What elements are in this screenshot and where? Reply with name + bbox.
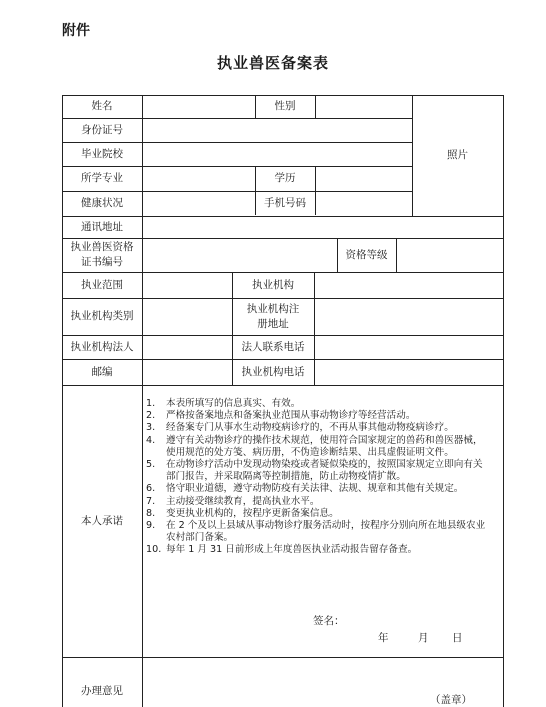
seal-label: （盖章） [430, 694, 472, 706]
list-item: 9. 在 2 个及以上县域从事动物诊疗服务活动时，按程序分别向所在地县级农业农村部门备案。 [146, 520, 486, 544]
school-label: 毕业院校 [81, 147, 123, 160]
list-item: 6. 恪守职业道德，遵守动物防疫有关法律、法规、规章和其他有关规定。 [146, 483, 464, 495]
gender-label: 性别 [274, 100, 296, 112]
list-item: 5. 在动物诊疗活动中发现动物染疫或者疑似染疫的，按照国家规定立即向有关部门报告，并采取隔离等控制措施，防止动物疫情扩散。 [146, 459, 483, 483]
qualification-level-label: 资格等级 [345, 248, 388, 261]
commitment-label: 本人承诺 [81, 514, 123, 527]
date-month-label: 月 [418, 632, 429, 644]
attachment-label: 附件 [62, 23, 90, 39]
health-label: 健康状况 [81, 197, 123, 209]
list-item: 10. 每年 1 月 31 日前形成上年度兽医执业活动报告留存备查。 [146, 544, 418, 556]
handling-opinion-label: 办理意见 [81, 684, 123, 697]
list-item: 2. 严格按备案地点和备案执业范围从事动物诊疗等经营活动。 [146, 410, 416, 422]
practice-institution-label: 执业机构 [252, 278, 294, 291]
practice-scope-label: 执业范围 [81, 278, 123, 291]
date-year-label: 年 [378, 632, 389, 644]
phone-label: 手机号码 [264, 197, 306, 209]
date-day-label: 日 [452, 632, 463, 644]
institution-reg-address-label: 执业机构注册地址 [246, 302, 300, 330]
id-number-label: 身份证号 [81, 123, 123, 136]
signature-label: 签名： [313, 615, 345, 627]
institution-type-label: 执业机构类别 [70, 310, 134, 322]
name-label: 姓名 [91, 100, 113, 112]
legal-person-phone-label: 法人联系电话 [241, 340, 305, 353]
list-item: 3. 经备案专门从事水生动物疫病诊疗的，不再从事其他动物疫病诊疗。 [146, 422, 454, 434]
address-label: 通讯地址 [81, 220, 123, 233]
photo-label: 照片 [447, 149, 468, 161]
list-item: 4. 遵守有关动物诊疗的操作技术规范，使用符合国家规定的兽药和兽医器械，使用规范的处方笺、病历册，不伪造诊断结果、出具虚假证明文件。 [146, 434, 483, 458]
form-title: 执业兽医备案表 [216, 54, 329, 72]
list-item: 8. 变更执业机构的，按程序更新备案信息。 [146, 507, 339, 519]
record-form-table [62, 95, 504, 707]
institution-legal-person-label: 执业机构法人 [70, 340, 134, 353]
list-item: 7. 主动接受继续教育，提高执业水平。 [146, 495, 320, 507]
institution-phone-label: 执业机构电话 [241, 365, 305, 378]
major-label: 所学专业 [81, 172, 123, 184]
list-item: 1. 本表所填写的信息真实、有效。 [146, 398, 301, 409]
postcode-label: 邮编 [91, 365, 113, 378]
education-label: 学历 [274, 172, 296, 184]
commitment-list [146, 398, 492, 557]
cert-number-label: 执业兽医资格证书编号 [70, 241, 134, 268]
